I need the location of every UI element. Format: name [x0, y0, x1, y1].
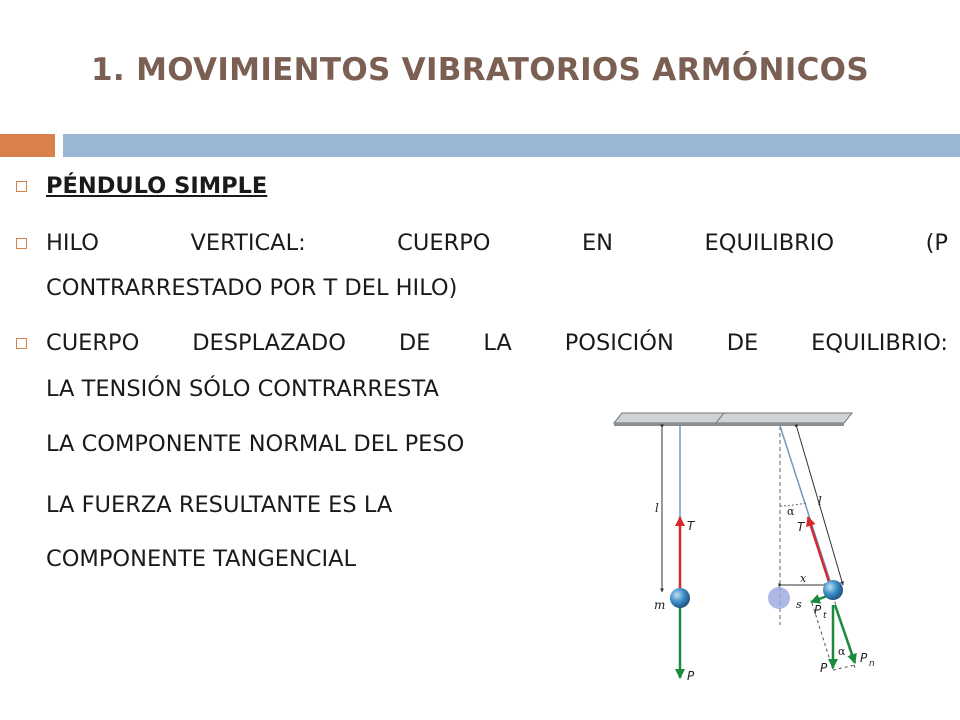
left-mass-label: m: [654, 598, 666, 612]
right-s-label: s: [796, 598, 802, 611]
right-x-label: x: [800, 572, 807, 585]
right-pn-sub: n: [869, 659, 875, 669]
text-componente-tangencial: COMPONENTE TANGENCIAL: [46, 546, 357, 572]
left-tension-label: T: [687, 519, 695, 533]
text-componente-normal: LA COMPONENTE NORMAL DEL PESO: [46, 431, 465, 457]
word: DE: [726, 330, 759, 356]
word: POSICIÓN: [564, 330, 674, 356]
word: EQUILIBRIO:: [811, 330, 948, 356]
right-length-label: l: [818, 494, 822, 508]
word: LA: [483, 330, 512, 356]
left-weight-label: P: [687, 669, 695, 683]
right-tension-arrow: [808, 517, 830, 585]
right-bob: [823, 580, 843, 600]
equilibrium-bob-ghost: [768, 587, 790, 609]
right-tension-label: T: [797, 520, 805, 534]
right-pt-label: P: [814, 603, 822, 617]
word: CUERPO: [397, 230, 491, 256]
word: CUERPO: [46, 330, 140, 356]
left-bob: [670, 588, 690, 608]
right-pt-sub: t: [823, 611, 827, 621]
text-fuerza-resultante: LA FUERZA RESULTANTE ES LA: [46, 492, 393, 518]
bullet-cuerpo-desplazado-line2: LA TENSIÓN SÓLO CONTRARRESTA: [46, 376, 439, 402]
word: (P: [925, 230, 948, 256]
right-alpha-top: α: [787, 505, 795, 518]
ceiling-plate-right: [716, 413, 852, 423]
word: VERTICAL:: [190, 230, 306, 256]
word: EN: [581, 230, 614, 256]
bullet-pendulo-simple: PÉNDULO SIMPLE: [46, 173, 268, 199]
word: EQUILIBRIO: [704, 230, 835, 256]
word: DE: [398, 330, 431, 356]
page-title: 1. MOVIMIENTOS VIBRATORIOS ARMÓNICOS: [91, 52, 869, 88]
right-weight-label: P: [820, 661, 828, 675]
word: HILO: [46, 230, 99, 256]
left-length-label: l: [655, 501, 659, 515]
word: DESPLAZADO: [192, 330, 346, 356]
right-pn-label: P: [860, 651, 868, 665]
ceiling-plate-left-edge: [614, 423, 730, 426]
bullet-hilo-vertical-line2: CONTRARRESTADO POR T DEL HILO): [46, 275, 458, 301]
ceiling-plate-right-edge: [716, 423, 844, 426]
dashed-proj-3: [833, 665, 855, 670]
right-alpha-bottom: α: [838, 645, 846, 658]
